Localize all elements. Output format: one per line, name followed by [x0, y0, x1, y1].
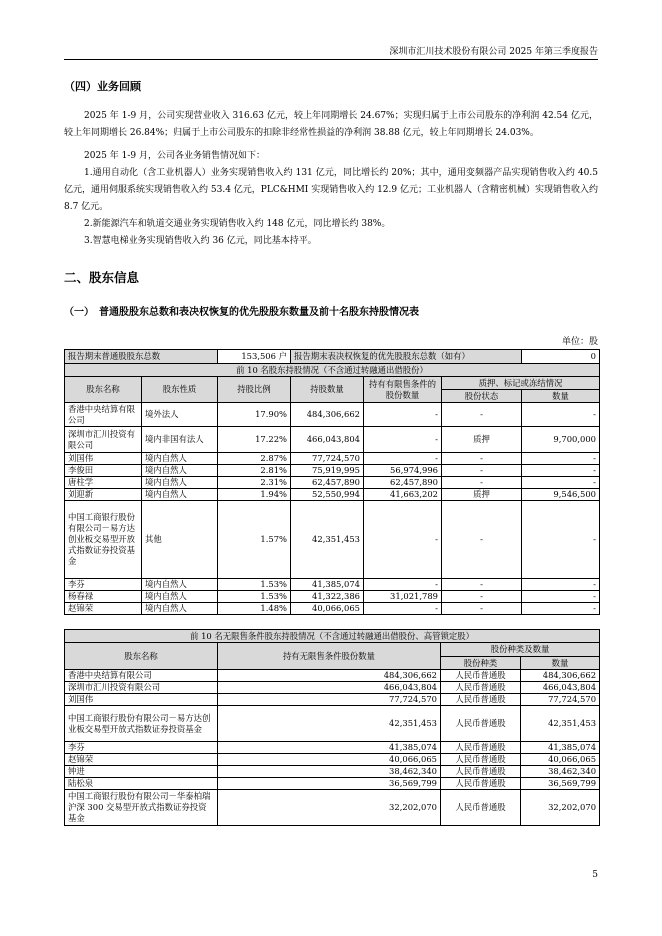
- shareholder-row: [65, 403, 600, 427]
- unrestricted-row: [65, 742, 600, 754]
- preferred-holders-label: 报告期末表决权恢复的优先股股东总数（如有）: [291, 350, 522, 364]
- col-name-header: 股东名称: [65, 377, 142, 403]
- pledge-state: 质押: [442, 427, 522, 453]
- unrestricted-shareholders-table: [64, 629, 600, 826]
- holder-name: 中国工商银行股份有限公司－易方达创业板交易型开放式指数证券投资基金: [65, 706, 218, 742]
- holding-ratio: 1.48%: [218, 603, 291, 615]
- shareholder-nature: 境外法人: [142, 403, 218, 427]
- pledge-state: -: [442, 453, 522, 465]
- shareholder-nature: 境内自然人: [142, 489, 218, 501]
- holding-quantity: 75,919,995: [291, 465, 364, 477]
- share-count: 36,569,799: [521, 778, 600, 790]
- total-holders-value: 153,506 户: [218, 350, 291, 364]
- shareholder-name: 香港中央结算有限公司: [65, 403, 142, 427]
- u-col-kind-group-header: 股份种类及数量: [441, 643, 600, 657]
- holding-ratio: 1.57%: [218, 501, 291, 579]
- pledge-state: 质押: [442, 489, 522, 501]
- holding-quantity: 62,457,890: [291, 477, 364, 489]
- holding-quantity: 40,066,065: [291, 603, 364, 615]
- holder-name: 刘国伟: [65, 694, 218, 706]
- holder-name: 陆松泉: [65, 778, 218, 790]
- holding-quantity: 466,043,804: [291, 427, 364, 453]
- shareholder-row: [65, 453, 600, 465]
- unrestricted-row: [65, 694, 600, 706]
- holder-name: 中国工商银行股份有限公司－华泰柏瑞沪深 300 交易型开放式指数证券投资基金: [65, 790, 218, 826]
- holder-name: 赵锦荣: [65, 754, 218, 766]
- report-header: 深圳市汇川技术股份有限公司 2025 年第三季度报告: [389, 47, 598, 57]
- unrestricted-quantity: 40,066,065: [218, 754, 441, 766]
- shareholder-name: 李芬: [65, 579, 142, 591]
- pledge-state: -: [442, 501, 522, 579]
- unrestricted-quantity: 32,202,070: [218, 790, 441, 826]
- unrestricted-quantity: 77,724,570: [218, 694, 441, 706]
- col-nature-header: 股东性质: [142, 377, 218, 403]
- pledge-count: -: [522, 477, 600, 489]
- u-col-kind-header: 股份种类: [441, 657, 521, 670]
- holding-quantity: 42,351,453: [291, 501, 364, 579]
- restricted-shares: 56,974,996: [364, 465, 442, 477]
- business-review-heading: （四）业务回顾: [64, 80, 141, 93]
- holding-ratio: 2.87%: [218, 453, 291, 465]
- holding-quantity: 52,550,994: [291, 489, 364, 501]
- restricted-shares: 41,663,202: [364, 489, 442, 501]
- holder-name: 李芬: [65, 742, 218, 754]
- section-subtitle: （一） 普通股股东总数和表决权恢复的优先股股东数量及前十名股东持股情况表: [64, 307, 419, 318]
- share-count: 42,351,453: [521, 706, 600, 742]
- restricted-shares: -: [364, 579, 442, 591]
- restricted-shares: -: [364, 603, 442, 615]
- holding-ratio: 1.53%: [218, 591, 291, 603]
- unrestricted-title: 前 10 名无限售条件股东持股情况（不含通过转融通出借股份、高管锁定股）: [65, 630, 600, 643]
- holding-quantity: 41,385,074: [291, 579, 364, 591]
- share-kind: 人民币普通股: [441, 694, 521, 706]
- holding-ratio: 17.90%: [218, 403, 291, 427]
- unrestricted-quantity: 36,569,799: [218, 778, 441, 790]
- col-count-header: 数量: [522, 390, 600, 403]
- pledge-state: -: [442, 579, 522, 591]
- share-kind: 人民币普通股: [441, 766, 521, 778]
- pledge-state: -: [442, 591, 522, 603]
- shareholder-row: [65, 477, 600, 489]
- holder-name: 钟进: [65, 766, 218, 778]
- unrestricted-quantity: 466,043,804: [218, 682, 441, 694]
- shareholder-name: 杨春禄: [65, 591, 142, 603]
- col-restricted-header: 持有有限售条件的股份数量: [364, 377, 442, 403]
- shareholder-name: 深圳市汇川投资有限公司: [65, 427, 142, 453]
- top10-shareholders-table: [64, 349, 600, 615]
- unit-label: 单位：股: [561, 337, 598, 347]
- share-count: 484,306,662: [521, 670, 600, 682]
- shareholder-nature: 境内自然人: [142, 579, 218, 591]
- shareholder-nature: 境内自然人: [142, 603, 218, 615]
- col-ratio-header: 持股比例: [218, 377, 291, 403]
- restricted-shares: -: [364, 501, 442, 579]
- shareholder-row: [65, 591, 600, 603]
- review-paragraph-3: 1.通用自动化（含工业机器人）业务实现销售收入约 131 亿元，同比增长约 20%；其中，通用变频器产品实现销售收入约 40.5 亿元，通用伺服系统实现销售收入约 53.4 亿元，PLC&HMI 实现销售收入约 12.9 亿元；工业机器人（含精密机械）实现销售收入约 8.7 亿元。: [64, 168, 598, 212]
- col-pledge-header: 质押、标记或冻结情况: [442, 377, 600, 390]
- unrestricted-quantity: 41,385,074: [218, 742, 441, 754]
- holding-ratio: 1.94%: [218, 489, 291, 501]
- pledge-state: -: [442, 477, 522, 489]
- unrestricted-row: [65, 766, 600, 778]
- shareholder-name: 赵锦荣: [65, 603, 142, 615]
- shareholder-row: [65, 427, 600, 453]
- shareholder-nature: 境内自然人: [142, 453, 218, 465]
- pledge-count: 9,700,000: [522, 427, 600, 453]
- shareholder-nature: 境内自然人: [142, 477, 218, 489]
- share-count: 41,385,074: [521, 742, 600, 754]
- page-number: 5: [592, 870, 598, 880]
- shareholder-row: [65, 579, 600, 591]
- col-state-header: 股份状态: [442, 390, 522, 403]
- u-col-count-header: 数量: [521, 657, 600, 670]
- pledge-count: -: [522, 501, 600, 579]
- review-paragraph-1: 2025 年 1-9 月，公司实现营业收入 316.63 亿元，较上年同期增长 24.67%；实现归属于上市公司股东的净利润 42.54 亿元，较上年同期增长 26.84%；归属于上市公司股东的扣除非经常性损益的净利润 38.88 亿元，较上年同期增长 24.03%。: [64, 111, 598, 138]
- share-count: 38,462,340: [521, 766, 600, 778]
- review-paragraph-5: 3.智慧电梯业务实现销售收入约 36 亿元，同比基本持平。: [84, 236, 317, 246]
- review-paragraph-4: 2.新能源汽车和轨道交通业务实现销售收入约 148 亿元，同比增长约 38%。: [84, 219, 391, 229]
- total-holders-label: 报告期末普通股股东总数: [65, 350, 218, 364]
- section-title: 二、股东信息: [64, 270, 140, 285]
- preferred-holders-value: 0: [522, 350, 600, 364]
- pledge-count: -: [522, 591, 600, 603]
- pledge-count: -: [522, 603, 600, 615]
- shareholder-name: 唐柱学: [65, 477, 142, 489]
- shareholder-nature: 境内自然人: [142, 591, 218, 603]
- shareholder-name: 刘国伟: [65, 453, 142, 465]
- holding-ratio: 17.22%: [218, 427, 291, 453]
- shareholder-name: 李俊田: [65, 465, 142, 477]
- pledge-count: -: [522, 465, 600, 477]
- holding-quantity: 77,724,570: [291, 453, 364, 465]
- unrestricted-row: [65, 778, 600, 790]
- share-count: 466,043,804: [521, 682, 600, 694]
- share-kind: 人民币普通股: [441, 754, 521, 766]
- holder-name: 香港中央结算有限公司: [65, 670, 218, 682]
- pledge-state: -: [442, 465, 522, 477]
- unrestricted-quantity: 484,306,662: [218, 670, 441, 682]
- unrestricted-row: [65, 754, 600, 766]
- unrestricted-row: [65, 706, 600, 742]
- pledge-state: -: [442, 603, 522, 615]
- pledge-count: 9,546,500: [522, 489, 600, 501]
- share-kind: 人民币普通股: [441, 706, 521, 742]
- share-kind: 人民币普通股: [441, 742, 521, 754]
- restricted-shares: 62,457,890: [364, 477, 442, 489]
- share-kind: 人民币普通股: [441, 682, 521, 694]
- restricted-shares: -: [364, 403, 442, 427]
- restricted-shares: -: [364, 453, 442, 465]
- share-kind: 人民币普通股: [441, 778, 521, 790]
- top10-title: 前 10 名股东持股情况（不含通过转融通出借股份）: [65, 364, 600, 377]
- pledge-count: -: [522, 403, 600, 427]
- holding-quantity: 484,306,662: [291, 403, 364, 427]
- pledge-count: -: [522, 579, 600, 591]
- shareholder-row: [65, 465, 600, 477]
- share-count: 77,724,570: [521, 694, 600, 706]
- shareholder-name: 中国工商银行股份有限公司－易方达创业板交易型开放式指数证券投资基金: [65, 501, 142, 579]
- shareholder-row: [65, 603, 600, 615]
- shareholder-nature: 境内自然人: [142, 465, 218, 477]
- unrestricted-row: [65, 682, 600, 694]
- col-qty-header: 持股数量: [291, 377, 364, 403]
- pledge-count: -: [522, 453, 600, 465]
- header-divider: [64, 59, 598, 60]
- restricted-shares: -: [364, 427, 442, 453]
- holding-ratio: 2.81%: [218, 465, 291, 477]
- u-col-name-header: 股东名称: [65, 643, 218, 670]
- unrestricted-quantity: 38,462,340: [218, 766, 441, 778]
- shareholder-nature: 其他: [142, 501, 218, 579]
- unrestricted-quantity: 42,351,453: [218, 706, 441, 742]
- shareholder-row: [65, 501, 600, 579]
- review-paragraph-2: 2025 年 1-9 月，公司各业务销售情况如下：: [84, 151, 265, 161]
- restricted-shares: 31,021,789: [364, 591, 442, 603]
- shareholder-row: [65, 489, 600, 501]
- shareholder-nature: 境内非国有法人: [142, 427, 218, 453]
- holding-quantity: 41,322,386: [291, 591, 364, 603]
- holder-name: 深圳市汇川投资有限公司: [65, 682, 218, 694]
- unrestricted-row: [65, 670, 600, 682]
- share-kind: 人民币普通股: [441, 670, 521, 682]
- pledge-state: -: [442, 403, 522, 427]
- holding-ratio: 1.53%: [218, 579, 291, 591]
- share-kind: 人民币普通股: [441, 790, 521, 826]
- unrestricted-row: [65, 790, 600, 826]
- share-count: 32,202,070: [521, 790, 600, 826]
- share-count: 40,066,065: [521, 754, 600, 766]
- shareholder-name: 刘迎新: [65, 489, 142, 501]
- u-col-qty-header: 持有无限售条件股份数量: [218, 643, 441, 670]
- holding-ratio: 2.31%: [218, 477, 291, 489]
